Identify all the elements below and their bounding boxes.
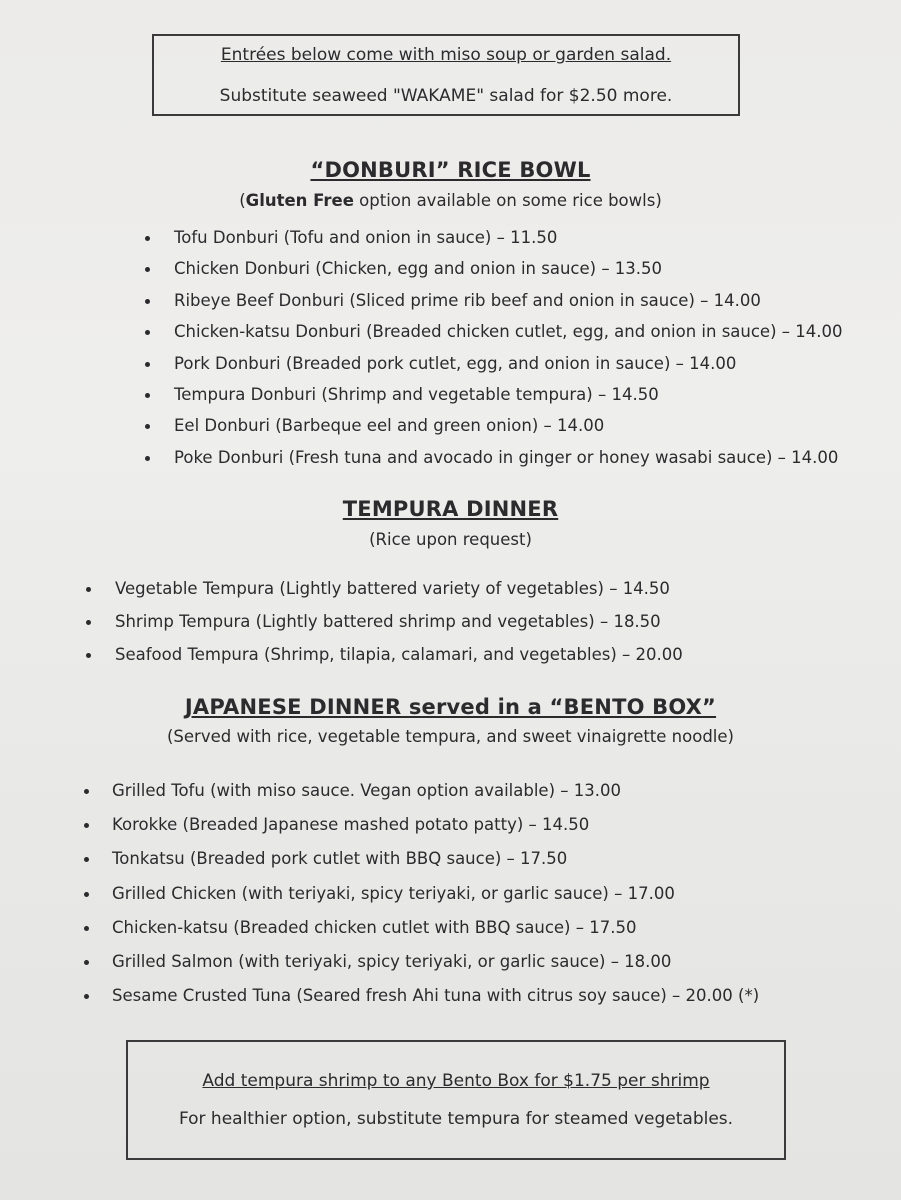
list-item: [112, 877, 759, 911]
list-item-text: Tempura Donburi (Shrimp and vegetable tempura) – 14.50: [174, 384, 659, 404]
list-item: [112, 808, 759, 842]
list-item: [174, 410, 843, 441]
list-item: [115, 638, 683, 671]
top-note-line-2: Substitute seaweed "WAKAME" salad for $2.50 more.: [219, 86, 673, 106]
list-item: [174, 442, 843, 473]
list-item-text: Grilled Salmon (with teriyaki, spicy teriyaki, or garlic sauce) – 18.00: [112, 951, 672, 971]
list-item-text: Grilled Tofu (with miso sauce. Vegan option available) – 13.00: [112, 781, 621, 800]
list-item-text: Ribeye Beef Donburi (Sliced prime rib beef and onion in sauce) – 14.00: [174, 290, 761, 310]
list-item: [174, 316, 843, 347]
bullet-icon: [145, 236, 150, 241]
list-item-text: Pork Donburi (Breaded pork cutlet, egg, and onion in sauce) – 14.00: [174, 353, 737, 373]
list-item: [112, 774, 759, 808]
bullet-icon: [145, 299, 150, 304]
bento-heading: JAPANESE DINNER served in a “BENTO BOX”: [184, 695, 717, 719]
bento-list: [112, 774, 759, 1013]
list-item: [112, 911, 759, 945]
bullet-icon: [84, 789, 89, 794]
tempura-subtitle: (Rice upon request): [369, 530, 532, 549]
list-item: [115, 572, 683, 605]
list-item: [112, 945, 759, 979]
list-item: [112, 842, 759, 876]
bullet-icon: [84, 823, 89, 828]
bottom-note-line-2: For healthier option, substitute tempura for steamed vegetables.: [178, 1109, 734, 1129]
donburi-heading: “DONBURI” RICE BOWL: [310, 158, 591, 182]
list-item: [174, 222, 843, 253]
list-item: [174, 348, 843, 379]
donburi-subtitle: [0, 191, 901, 210]
bullet-icon: [145, 330, 150, 335]
donburi-list: [174, 222, 843, 473]
bullet-icon: [145, 393, 150, 398]
bullet-icon: [145, 424, 150, 429]
tempura-heading: TEMPURA DINNER: [342, 497, 559, 521]
bullet-icon: [84, 857, 89, 862]
list-item-text: Vegetable Tempura (Lightly battered variety of vegetables) – 14.50: [115, 579, 670, 598]
bullet-icon: [84, 926, 89, 931]
tempura-list: [115, 572, 683, 671]
list-item-text: Chicken-katsu Donburi (Breaded chicken cutlet, egg, and onion in sauce) – 14.00: [174, 322, 843, 342]
list-item-text: Grilled Chicken (with teriyaki, spicy teriyaki, or garlic sauce) – 17.00: [112, 883, 675, 903]
bullet-icon: [86, 620, 91, 625]
list-item-text: Tofu Donburi (Tofu and onion in sauce) – 11.50: [174, 228, 558, 247]
list-item: [174, 253, 843, 284]
bullet-icon: [86, 653, 91, 658]
bullet-icon: [84, 994, 89, 999]
top-note-box: [152, 34, 740, 116]
list-item: [174, 379, 843, 410]
bento-subtitle: (Served with rice, vegetable tempura, and sweet vinaigrette noodle): [167, 727, 734, 746]
bullet-icon: [84, 892, 89, 897]
bullet-icon: [86, 587, 91, 592]
list-item-text: Chicken Donburi (Chicken, egg and onion in sauce) – 13.50: [174, 259, 663, 279]
bullet-icon: [145, 267, 150, 272]
donburi-subtitle-rest: option available on some rice bowls): [353, 191, 662, 210]
list-item-text: Chicken-katsu (Breaded chicken cutlet with BBQ sauce) – 17.50: [112, 917, 637, 937]
list-item-text: Tonkatsu (Breaded pork cutlet with BBQ sauce) – 17.50: [112, 849, 568, 869]
list-item: [174, 285, 843, 316]
donburi-subtitle-open: (: [239, 191, 246, 210]
bullet-icon: [145, 456, 150, 461]
list-item-text: Sesame Crusted Tuna (Seared fresh Ahi tuna with citrus soy sauce) – 20.00 (*): [112, 986, 760, 1006]
bullet-icon: [145, 362, 150, 367]
list-item-text: Poke Donburi (Fresh tuna and avocado in ginger or honey wasabi sauce) – 14.00: [174, 447, 839, 467]
bottom-note-box: [126, 1040, 786, 1160]
list-item-text: Seafood Tempura (Shrimp, tilapia, calamari, and vegetables) – 20.00: [115, 645, 683, 664]
gluten-free-label: Gluten Free: [245, 191, 354, 210]
top-note-line-1: Entrées below come with miso soup or garden salad.: [220, 45, 672, 65]
list-item: [112, 979, 759, 1013]
list-item: [115, 605, 683, 638]
list-item-text: Shrimp Tempura (Lightly battered shrimp and vegetables) – 18.50: [115, 612, 661, 631]
bottom-note-line-1: Add tempura shrimp to any Bento Box for $1.75 per shrimp: [202, 1071, 710, 1091]
bullet-icon: [84, 960, 89, 965]
list-item-text: Eel Donburi (Barbeque eel and green onion) – 14.00: [174, 416, 605, 436]
list-item-text: Korokke (Breaded Japanese mashed potato patty) – 14.50: [112, 815, 590, 835]
